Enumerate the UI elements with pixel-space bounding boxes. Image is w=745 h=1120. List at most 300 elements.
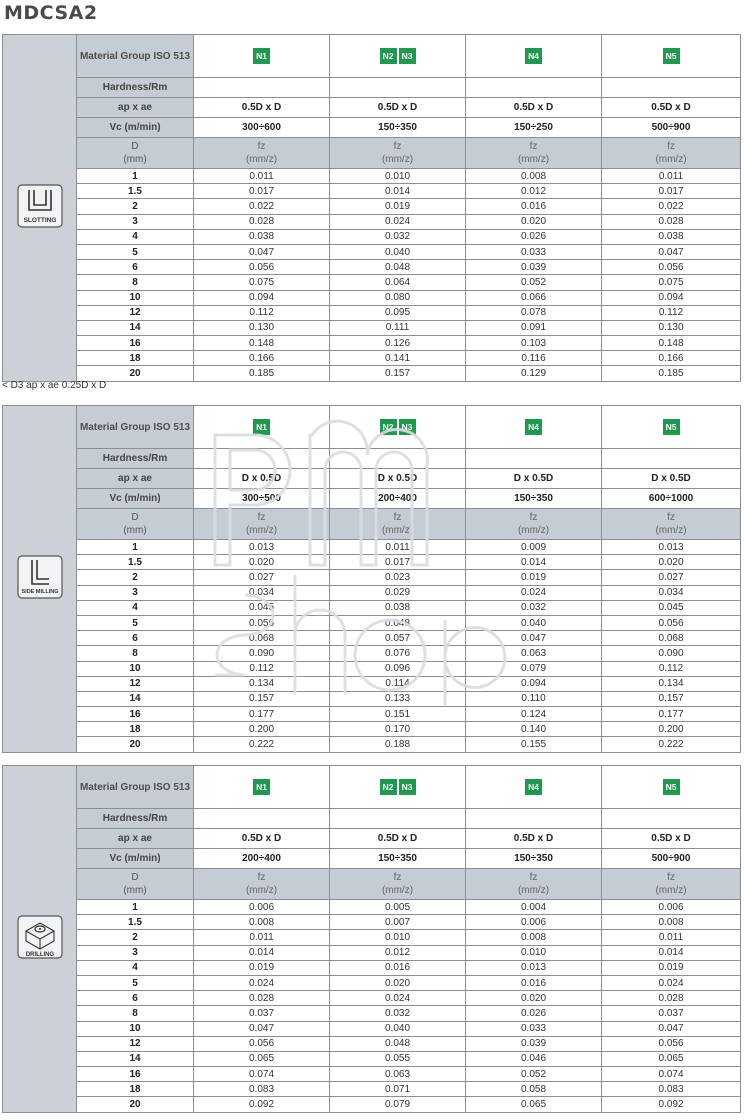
vc-value: 300÷600	[194, 118, 330, 138]
feed-value: 0.065	[466, 1097, 602, 1112]
feed-value: 0.023	[330, 570, 466, 585]
cutting-data-table	[2, 765, 741, 1113]
table-row	[3, 336, 741, 351]
feed-value: 0.065	[602, 1051, 741, 1066]
diameter-value: 5	[77, 615, 194, 630]
feed-value: 0.148	[602, 336, 741, 351]
table-row	[3, 1082, 741, 1097]
diameter-label: D	[131, 141, 139, 152]
feed-value: 0.148	[194, 336, 330, 351]
feed-value: 0.011	[602, 169, 741, 184]
fz-label: fz	[667, 872, 675, 883]
diameter-value: 18	[77, 722, 194, 737]
feed-value: 0.111	[330, 320, 466, 335]
feed-value: 0.185	[602, 366, 741, 381]
feed-value: 0.032	[466, 600, 602, 615]
table-row	[3, 960, 741, 975]
feed-value: 0.056	[602, 615, 741, 630]
feed-value: 0.066	[466, 290, 602, 305]
fz-header	[602, 509, 741, 540]
feed-value: 0.083	[602, 1082, 741, 1097]
feed-value: 0.095	[330, 305, 466, 320]
table-row	[3, 615, 741, 630]
feed-value: 0.075	[194, 275, 330, 290]
diameter-value: 4	[77, 600, 194, 615]
diameter-value: 10	[77, 1021, 194, 1036]
feed-value: 0.074	[602, 1067, 741, 1082]
feed-value: 0.092	[194, 1097, 330, 1112]
diameter-value: 5	[77, 975, 194, 990]
table-row	[3, 555, 741, 570]
feed-value: 0.076	[330, 646, 466, 661]
diameter-value: 10	[77, 661, 194, 676]
fz-unit: (mm/z)	[381, 885, 414, 896]
fz-label: fz	[667, 512, 675, 523]
feed-value: 0.024	[330, 214, 466, 229]
feed-value: 0.034	[194, 585, 330, 600]
material-badge: N2	[380, 419, 397, 435]
material-group-label: Material Group ISO 513	[77, 406, 194, 449]
vc-value: 200÷400	[330, 489, 466, 509]
apae-value: 0.5D x D	[330, 98, 466, 118]
diameter-label: D	[131, 512, 139, 523]
feed-value: 0.007	[330, 915, 466, 930]
hardness-value	[330, 78, 466, 98]
table-row	[3, 214, 741, 229]
material-badge: N1	[253, 779, 270, 795]
material-group-cell	[194, 35, 330, 78]
material-group-cell	[330, 35, 466, 78]
fz-unit: (mm/z)	[381, 154, 414, 165]
feed-value: 0.134	[194, 676, 330, 691]
diameter-value: 12	[77, 305, 194, 320]
fz-unit: (mm/z)	[245, 525, 278, 536]
diameter-value: 2	[77, 570, 194, 585]
fz-header	[602, 869, 741, 900]
table-row	[3, 1097, 741, 1112]
fz-label: fz	[257, 872, 266, 883]
diameter-unit: (mm)	[123, 885, 147, 896]
material-group-cell	[602, 35, 741, 78]
feed-value: 0.112	[602, 305, 741, 320]
side-milling-section	[2, 405, 740, 753]
drilling-icon-label: DRILLING	[25, 951, 54, 958]
feed-value: 0.092	[602, 1097, 741, 1112]
material-group-cell	[466, 766, 602, 809]
material-group-cell	[194, 766, 330, 809]
apae-value: 0.5D x D	[194, 98, 330, 118]
fz-label: fz	[529, 141, 538, 152]
diameter-value: 8	[77, 275, 194, 290]
diameter-value: 14	[77, 1051, 194, 1066]
feed-value: 0.112	[194, 661, 330, 676]
hardness-value	[466, 449, 602, 469]
feed-value: 0.157	[330, 366, 466, 381]
fz-unit: (mm/z)	[245, 154, 278, 165]
vc-value: 150÷350	[466, 489, 602, 509]
feed-value: 0.017	[194, 184, 330, 199]
diameter-header	[77, 138, 194, 169]
feed-value: 0.019	[194, 960, 330, 975]
hardness-value	[602, 449, 741, 469]
table-row	[3, 975, 741, 990]
apae-label: ap x ae	[77, 469, 194, 489]
feed-value: 0.010	[330, 169, 466, 184]
feed-value: 0.056	[602, 1036, 741, 1051]
material-group-cell	[194, 406, 330, 449]
feed-value: 0.112	[602, 661, 741, 676]
feed-value: 0.056	[602, 260, 741, 275]
feed-value: 0.166	[602, 351, 741, 366]
vc-label: Vc (m/min)	[77, 489, 194, 509]
apae-label: ap x ae	[77, 829, 194, 849]
feed-value: 0.033	[466, 244, 602, 259]
feed-value: 0.024	[466, 585, 602, 600]
table-row	[3, 707, 741, 722]
feed-value: 0.038	[330, 600, 466, 615]
feed-value: 0.110	[466, 691, 602, 706]
table-row	[3, 290, 741, 305]
feed-value: 0.012	[466, 184, 602, 199]
diameter-value: 3	[77, 945, 194, 960]
hardness-value	[602, 78, 741, 98]
diameter-value: 14	[77, 691, 194, 706]
table-row	[3, 320, 741, 335]
material-badge: N5	[663, 779, 680, 795]
material-group-label: Material Group ISO 513	[77, 766, 194, 809]
table-row	[3, 631, 741, 646]
feed-value: 0.080	[330, 290, 466, 305]
feed-value: 0.038	[194, 229, 330, 244]
feed-value: 0.027	[194, 570, 330, 585]
diameter-value: 1.5	[77, 184, 194, 199]
feed-value: 0.047	[602, 1021, 741, 1036]
diameter-unit: (mm)	[123, 525, 147, 536]
feed-value: 0.028	[602, 991, 741, 1006]
feed-value: 0.006	[194, 900, 330, 915]
material-badge: N1	[253, 419, 270, 435]
feed-value: 0.065	[194, 1051, 330, 1066]
feed-value: 0.013	[194, 540, 330, 555]
material-badge: N5	[663, 419, 680, 435]
apae-value: 0.5D x D	[466, 98, 602, 118]
fz-header	[602, 138, 741, 169]
feed-value: 0.014	[194, 945, 330, 960]
hardness-label: Hardness/Rm	[77, 809, 194, 829]
feed-value: 0.016	[466, 975, 602, 990]
diameter-label: D	[131, 872, 139, 883]
fz-label: fz	[393, 512, 402, 523]
feed-value: 0.038	[602, 229, 741, 244]
fz-unit: (mm/z)	[655, 154, 687, 165]
table-row	[3, 600, 741, 615]
vc-value: 150÷250	[466, 118, 602, 138]
feed-value: 0.024	[602, 975, 741, 990]
fz-unit: (mm/z)	[655, 885, 687, 896]
fz-header	[194, 869, 330, 900]
feed-value: 0.134	[602, 676, 741, 691]
feed-value: 0.079	[466, 661, 602, 676]
fz-unit: (mm/z)	[245, 885, 278, 896]
feed-value: 0.091	[466, 320, 602, 335]
feed-value: 0.020	[194, 555, 330, 570]
feed-value: 0.200	[602, 722, 741, 737]
material-group-cell	[602, 766, 741, 809]
feed-value: 0.170	[330, 722, 466, 737]
table-row	[3, 646, 741, 661]
feed-value: 0.188	[330, 737, 466, 752]
material-group-cell	[330, 766, 466, 809]
table-row	[3, 900, 741, 915]
feed-value: 0.019	[602, 960, 741, 975]
table-row	[3, 945, 741, 960]
hardness-value	[330, 809, 466, 829]
feed-value: 0.040	[466, 615, 602, 630]
diameter-value: 5	[77, 244, 194, 259]
feed-value: 0.011	[602, 930, 741, 945]
table-row	[3, 1036, 741, 1051]
feed-value: 0.114	[330, 676, 466, 691]
hardness-label: Hardness/Rm	[77, 78, 194, 98]
feed-value: 0.177	[194, 707, 330, 722]
feed-value: 0.028	[602, 214, 741, 229]
feed-value: 0.009	[466, 540, 602, 555]
vc-value: 500÷900	[602, 849, 741, 869]
feed-value: 0.027	[602, 570, 741, 585]
table-row	[3, 737, 741, 752]
feed-value: 0.090	[194, 646, 330, 661]
feed-value: 0.020	[602, 555, 741, 570]
feed-value: 0.047	[194, 1021, 330, 1036]
vc-value: 500÷900	[602, 118, 741, 138]
table-row	[3, 169, 741, 184]
table-row	[3, 260, 741, 275]
feed-value: 0.157	[194, 691, 330, 706]
feed-value: 0.017	[330, 555, 466, 570]
feed-value: 0.157	[602, 691, 741, 706]
diameter-value: 1	[77, 540, 194, 555]
feed-value: 0.079	[330, 1097, 466, 1112]
vc-value: 600÷1000	[602, 489, 741, 509]
vc-label: Vc (m/min)	[77, 849, 194, 869]
slotting-note: < D3 ap x ae 0.25D x D	[2, 380, 107, 391]
feed-value: 0.037	[194, 1006, 330, 1021]
feed-value: 0.032	[330, 1006, 466, 1021]
apae-label: ap x ae	[77, 98, 194, 118]
material-badge: N4	[525, 48, 542, 64]
hardness-value	[466, 78, 602, 98]
hardness-value	[466, 809, 602, 829]
fz-label: fz	[257, 141, 266, 152]
material-badge: N4	[525, 419, 542, 435]
apae-value: D x 0.5D	[330, 469, 466, 489]
diameter-value: 20	[77, 366, 194, 381]
feed-value: 0.040	[330, 1021, 466, 1036]
diameter-value: 20	[77, 1097, 194, 1112]
hardness-label: Hardness/Rm	[77, 449, 194, 469]
feed-value: 0.126	[330, 336, 466, 351]
feed-value: 0.008	[602, 915, 741, 930]
diameter-value: 16	[77, 1067, 194, 1082]
table-row	[3, 722, 741, 737]
table-row	[3, 305, 741, 320]
hardness-value	[194, 809, 330, 829]
drilling-icon	[17, 915, 63, 959]
table-row	[3, 1006, 741, 1021]
feed-value: 0.013	[602, 540, 741, 555]
feed-value: 0.058	[466, 1082, 602, 1097]
fz-header	[466, 869, 602, 900]
feed-value: 0.103	[466, 336, 602, 351]
feed-value: 0.052	[466, 275, 602, 290]
feed-value: 0.013	[466, 960, 602, 975]
apae-value: 0.5D x D	[330, 829, 466, 849]
material-badge: N3	[399, 779, 416, 795]
diameter-value: 16	[77, 336, 194, 351]
feed-value: 0.124	[466, 707, 602, 722]
apae-value: D x 0.5D	[194, 469, 330, 489]
table-row	[3, 930, 741, 945]
vc-value: 300÷500	[194, 489, 330, 509]
apae-value: 0.5D x D	[466, 829, 602, 849]
feed-value: 0.200	[194, 722, 330, 737]
feed-value: 0.056	[194, 260, 330, 275]
feed-value: 0.028	[194, 214, 330, 229]
apae-value: 0.5D x D	[194, 829, 330, 849]
feed-value: 0.033	[466, 1021, 602, 1036]
fz-header	[466, 509, 602, 540]
fz-label: fz	[257, 512, 266, 523]
feed-value: 0.037	[602, 1006, 741, 1021]
feed-value: 0.022	[194, 199, 330, 214]
feed-value: 0.090	[602, 646, 741, 661]
fz-label: fz	[667, 141, 675, 152]
side-milling-icon-label: SIDE MILLING	[21, 588, 58, 595]
table-row	[3, 1051, 741, 1066]
feed-value: 0.094	[602, 290, 741, 305]
feed-value: 0.096	[330, 661, 466, 676]
diameter-value: 8	[77, 1006, 194, 1021]
fz-header	[466, 138, 602, 169]
feed-value: 0.063	[466, 646, 602, 661]
material-badge: N3	[399, 419, 416, 435]
table-row	[3, 661, 741, 676]
table-row	[3, 229, 741, 244]
feed-value: 0.014	[330, 184, 466, 199]
feed-value: 0.039	[466, 1036, 602, 1051]
fz-label: fz	[393, 141, 402, 152]
slotting-icon	[17, 184, 63, 228]
feed-value: 0.130	[602, 320, 741, 335]
feed-value: 0.008	[466, 169, 602, 184]
feed-value: 0.222	[194, 737, 330, 752]
feed-value: 0.166	[194, 351, 330, 366]
vc-value: 150÷350	[330, 118, 466, 138]
diameter-header	[77, 509, 194, 540]
feed-value: 0.155	[466, 737, 602, 752]
diameter-value: 2	[77, 199, 194, 214]
feed-value: 0.024	[194, 975, 330, 990]
table-row	[3, 275, 741, 290]
feed-value: 0.017	[602, 184, 741, 199]
diameter-value: 2	[77, 930, 194, 945]
table-row	[3, 691, 741, 706]
feed-value: 0.055	[330, 1051, 466, 1066]
slotting-section	[2, 34, 740, 382]
table-row	[3, 244, 741, 259]
feed-value: 0.057	[330, 631, 466, 646]
feed-value: 0.010	[330, 930, 466, 945]
cutting-data-table	[2, 405, 741, 753]
operation-cell	[3, 766, 77, 1113]
fz-unit: (mm/z)	[517, 154, 550, 165]
material-badge: N1	[253, 48, 270, 64]
feed-value: 0.008	[194, 915, 330, 930]
diameter-value: 12	[77, 676, 194, 691]
hardness-value	[330, 449, 466, 469]
diameter-value: 12	[77, 1036, 194, 1051]
feed-value: 0.056	[194, 615, 330, 630]
feed-value: 0.029	[330, 585, 466, 600]
material-badge: N4	[525, 779, 542, 795]
table-row	[3, 991, 741, 1006]
feed-value: 0.004	[466, 900, 602, 915]
feed-value: 0.048	[330, 260, 466, 275]
cutting-data-table	[2, 34, 741, 382]
feed-value: 0.016	[330, 960, 466, 975]
diameter-value: 6	[77, 631, 194, 646]
diameter-value: 6	[77, 991, 194, 1006]
feed-value: 0.006	[466, 915, 602, 930]
feed-value: 0.026	[466, 1006, 602, 1021]
feed-value: 0.014	[602, 945, 741, 960]
diameter-value: 1	[77, 900, 194, 915]
feed-value: 0.028	[194, 991, 330, 1006]
feed-value: 0.140	[466, 722, 602, 737]
hardness-value	[194, 449, 330, 469]
table-row	[3, 676, 741, 691]
fz-header	[330, 869, 466, 900]
feed-value: 0.006	[602, 900, 741, 915]
feed-value: 0.010	[466, 945, 602, 960]
operation-cell	[3, 406, 77, 753]
fz-unit: (mm/z)	[517, 525, 550, 536]
feed-value: 0.129	[466, 366, 602, 381]
feed-value: 0.005	[330, 900, 466, 915]
feed-value: 0.022	[602, 199, 741, 214]
feed-value: 0.011	[330, 540, 466, 555]
table-row	[3, 585, 741, 600]
material-group-cell	[466, 35, 602, 78]
feed-value: 0.141	[330, 351, 466, 366]
diameter-value: 1.5	[77, 555, 194, 570]
fz-header	[330, 138, 466, 169]
feed-value: 0.016	[466, 199, 602, 214]
material-group-label: Material Group ISO 513	[77, 35, 194, 78]
diameter-value: 18	[77, 351, 194, 366]
diameter-value: 16	[77, 707, 194, 722]
feed-value: 0.185	[194, 366, 330, 381]
diameter-value: 1.5	[77, 915, 194, 930]
hardness-value	[602, 809, 741, 829]
feed-value: 0.074	[194, 1067, 330, 1082]
table-row	[3, 915, 741, 930]
table-row	[3, 570, 741, 585]
feed-value: 0.177	[602, 707, 741, 722]
feed-value: 0.071	[330, 1082, 466, 1097]
feed-value: 0.151	[330, 707, 466, 722]
table-row	[3, 540, 741, 555]
